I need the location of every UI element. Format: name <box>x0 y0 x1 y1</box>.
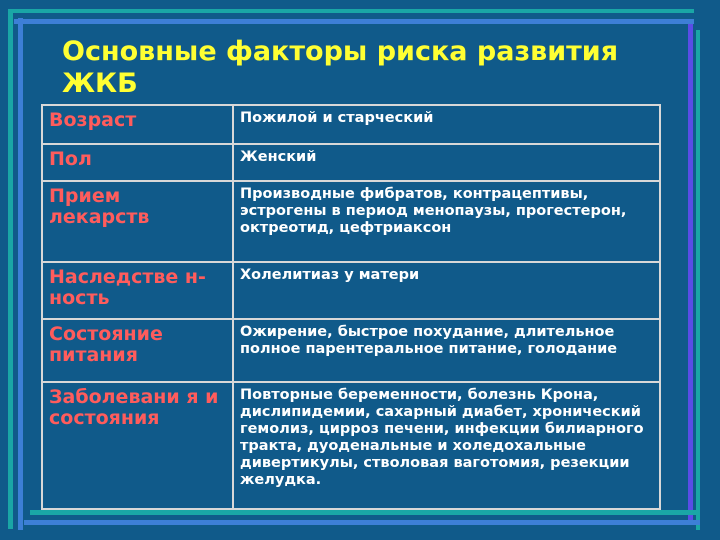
table-row <box>42 105 660 144</box>
description-cell: Пожилой и старческий <box>233 105 660 144</box>
table-row <box>42 382 660 509</box>
frame-top-stripe-inner <box>14 19 694 24</box>
table-row <box>42 319 660 382</box>
description-cell: Ожирение, быстрое похудание, длительное полное парентеральное питание, голодание <box>233 319 660 382</box>
description-cell: Холелитиаз у матери <box>233 262 660 319</box>
frame-bottom-stripe-outer <box>30 510 700 515</box>
frame-bottom-stripe-inner <box>24 520 700 525</box>
factor-cell: Прием лекарств <box>42 181 233 262</box>
frame-left-stripe-outer <box>8 9 13 529</box>
factor-cell: Состояние питания <box>42 319 233 382</box>
risk-factors-table <box>41 104 661 510</box>
factor-cell: Заболевани я и состояния <box>42 382 233 509</box>
factor-cell: Пол <box>42 144 233 181</box>
description-cell: Производные фибратов, контрацептивы, эстрогены в период менопаузы, прогестерон, октреотид, цефтриаксон <box>233 181 660 262</box>
table-row <box>42 181 660 262</box>
page-title: Основные факторы риска развития ЖКБ <box>62 36 619 99</box>
frame-right-stripe-inner <box>696 30 700 530</box>
table-row <box>42 144 660 181</box>
frame-right-stripe-outer <box>688 24 693 524</box>
description-cell: Повторные беременности, болезнь Крона, дислипидемии, сахарный диабет, хронический гемолиз, цирроз печени, инфекции билиарного тракта, дуоденальные и холедохальные дивертикулы, стволовая ваготомия, резекции желудка. <box>233 382 660 509</box>
description-cell: Женский <box>233 144 660 181</box>
frame-top-stripe-outer <box>8 9 694 13</box>
factor-cell: Возраст <box>42 105 233 144</box>
table-row <box>42 262 660 319</box>
frame-left-stripe-inner <box>18 18 23 530</box>
factor-cell: Наследстве н-ность <box>42 262 233 319</box>
